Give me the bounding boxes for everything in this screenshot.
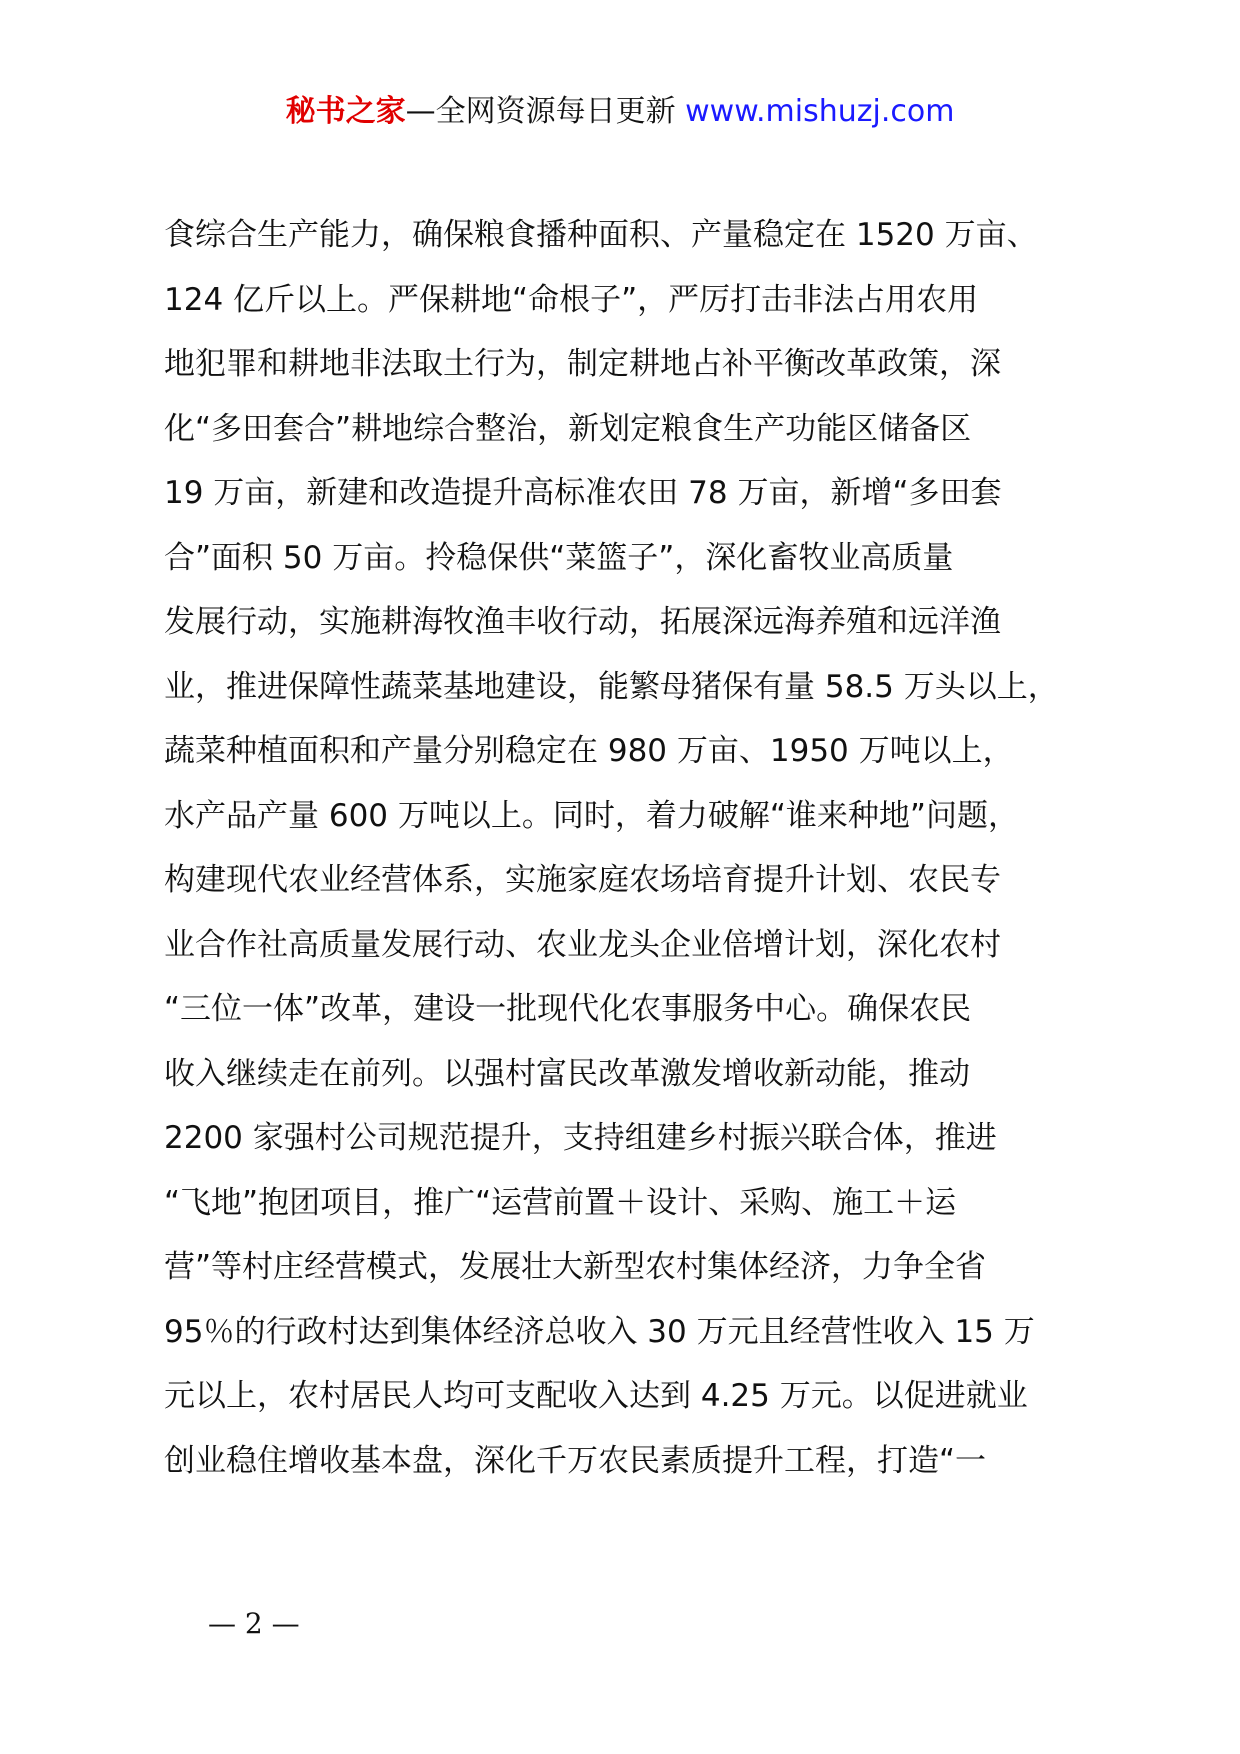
site-brand: 秘书之家 <box>285 94 406 129</box>
site-tagline: —全网资源每日更新 <box>405 94 686 129</box>
body-line: 水产品产量 600 万吨以上。同时，着力破解“谁来种地”问题， <box>164 797 1019 834</box>
body-line: 95％的行政村达到集体经济总收入 30 万元且经营性收入 15 万 <box>164 1313 1035 1350</box>
body-line: 创业稳住增收基本盘，深化千万农民素质提升工程，打造“一 <box>164 1442 987 1479</box>
body-line: 化“多田套合”耕地综合整治，新划定粮食生产功能区储备区 <box>164 410 972 447</box>
body-line: 合”面积 50 万亩。拎稳保供“菜篮子”，深化畜牧业高质量 <box>164 539 954 576</box>
body-line: 业合作社高质量发展行动、农业龙头企业倍增计划，深化农村 <box>164 926 1001 963</box>
body-line: 蔬菜种植面积和产量分别稳定在 980 万亩、1950 万吨以上， <box>164 733 1014 769</box>
body-line: 营”等村庄经营模式，发展壮大新型农村集体经济，力争全省 <box>164 1249 987 1285</box>
page-number: — 2 — <box>208 1607 300 1640</box>
body-line: 构建现代农业经营体系，实施家庭农场培育提升计划、农民专 <box>164 862 1001 898</box>
body-line: 地犯罪和耕地非法取土行为，制定耕地占补平衡改革政策，深 <box>164 346 1001 382</box>
body-line: 食综合生产能力，确保粮食播种面积、产量稳定在 1520 万亩、 <box>164 217 1038 253</box>
body-line: 收入继续走在前列。以强村富民改革激发增收新动能，推动 <box>164 1055 970 1092</box>
body-line: “三位一体”改革，建设一批现代化农事服务中心。确保农民 <box>164 991 972 1027</box>
body-line: 2200 家强村公司规范提升，支持组建乡村振兴联合体，推进 <box>164 1120 997 1156</box>
body-line: 19 万亩，新建和改造提升高标准农田 78 万亩，新增“多田套 <box>164 475 1002 511</box>
body-line: 业，推进保障性蔬菜基地建设，能繁母猪保有量 58.5 万头以上， <box>164 668 1059 705</box>
document-body <box>164 212 1124 1502</box>
body-line: “飞地”抱团项目，推广“运营前置＋设计、采购、施工＋运 <box>164 1184 957 1221</box>
body-line: 元以上，农村居民人均可支配收入达到 4.25 万元。以促进就业 <box>164 1378 1028 1414</box>
body-line: 124 亿斤以上。严保耕地“命根子”，严厉打击非法占用农用 <box>164 281 979 318</box>
body-line: 发展行动，实施耕海牧渔丰收行动，拓展深远海养殖和远洋渔 <box>164 604 1001 640</box>
site-header <box>0 92 1240 132</box>
site-url-link[interactable]: www.mishuzj.com <box>685 94 955 129</box>
